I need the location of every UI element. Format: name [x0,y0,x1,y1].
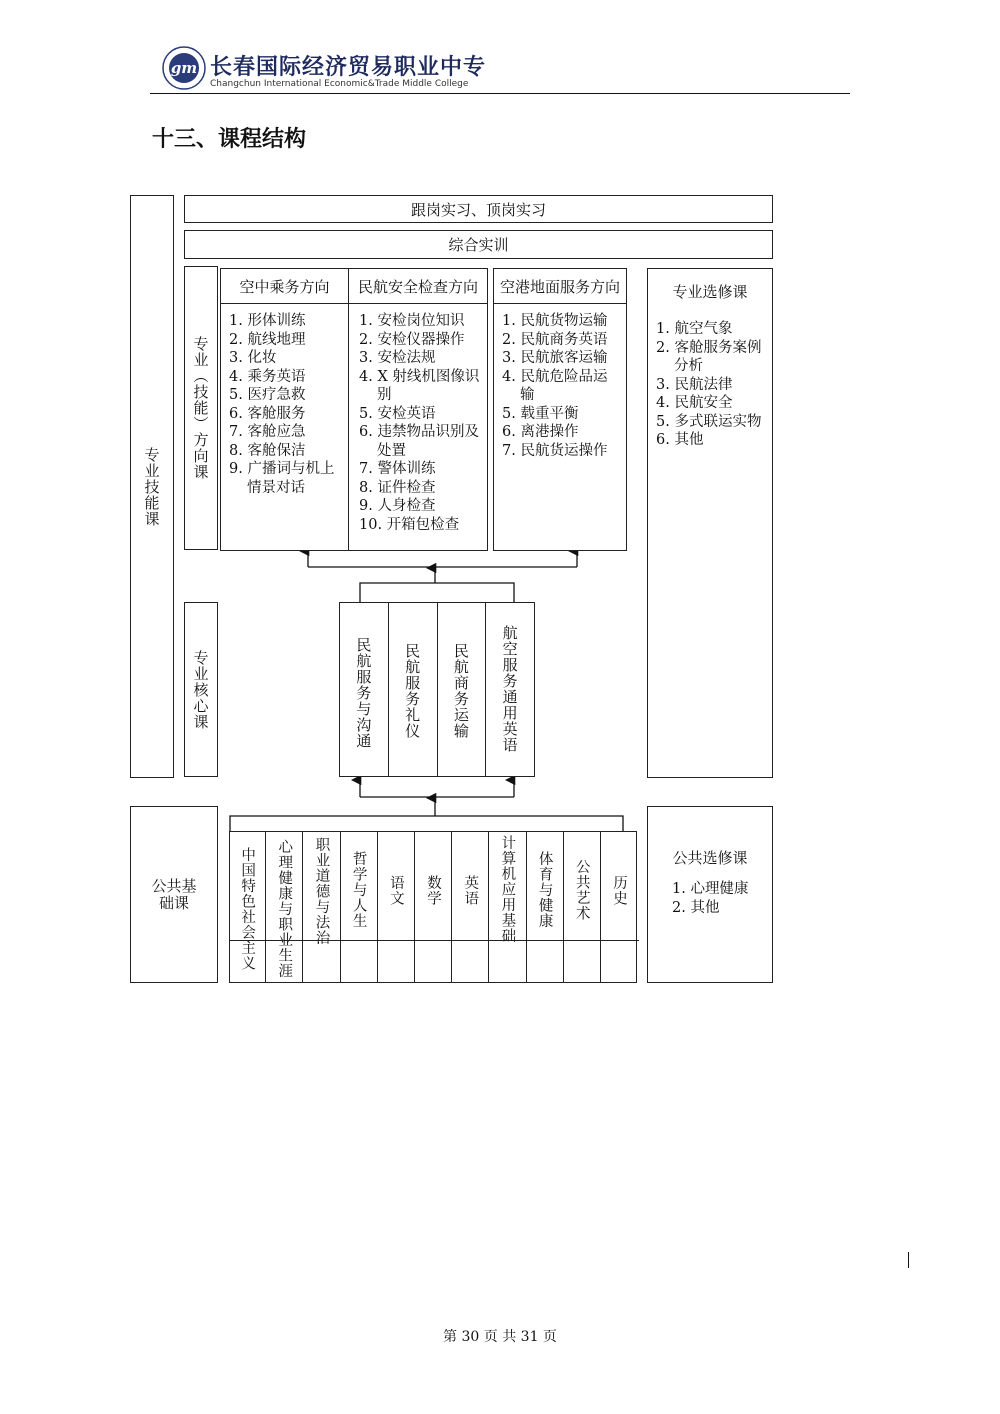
list-item: 4. X 射线机图像识别 [359,368,480,403]
elective-major-title: 专业选修课 [672,283,748,301]
training-box [184,230,773,259]
list-item: 9. 广播词与机上情景对话 [229,461,335,496]
list-item: 8. 客舱保洁 [229,442,306,459]
school-name-en: Changchun International Economic&Trade Middle College [210,79,469,89]
basic-course-cell [601,831,637,983]
basic-course-10: 公共艺术 [573,859,590,921]
list-item: 4. 民航安全 [656,395,733,411]
category-direction-label: 专业（技能）方向课 [191,336,210,480]
basic-course-cell [378,831,415,983]
basic-courses-cells [229,831,637,983]
basic-course-cell [489,831,526,983]
core-course-cell [340,603,389,776]
basic-course-cell [266,831,303,983]
basic-course-7: 英语 [462,875,479,906]
basic-course-8: 计算机应用基础 [499,835,516,944]
basic-course-4: 哲学与人生 [350,851,367,929]
list-item: 7. 民航货运操作 [502,442,608,459]
category-basic [130,806,218,983]
list-item: 1. 民航货物运输 [502,313,608,329]
category-skill [130,195,174,778]
basic-course-cell [564,831,601,983]
list-item: 1. 航空气象 [656,321,733,337]
core-course-cell [389,603,438,776]
list-item: 5. 载重平衡 [502,405,579,422]
internship-label: 跟岗实习、顶岗实习 [410,200,546,219]
category-core [184,602,218,777]
core-course-cell [438,603,487,776]
basic-course-5: 语文 [387,875,404,906]
elective-major [647,268,773,778]
basic-course-cell [229,831,266,983]
basic-course-9: 体育与健康 [536,851,553,929]
elective-public [647,806,773,983]
list-item: 5. 医疗急救 [229,387,306,403]
list-item: 1. 形体训练 [229,313,306,329]
list-item: 2. 航线地理 [229,331,306,348]
direction-cabin-list [221,304,348,497]
list-item: 1. 安检岗位知识 [359,313,465,329]
category-core-label: 专业核心课 [191,649,210,730]
basic-course-cell [303,831,340,983]
list-item: 3. 民航旅客运输 [502,350,608,366]
section-title: 十三、课程结构 [152,126,307,152]
training-label: 综合实训 [448,236,509,254]
list-item: 3. 安检法规 [359,350,436,366]
core-course-1: 民航服务与沟通 [354,637,373,749]
list-item: 6. 离港操作 [502,424,579,440]
basic-course-2: 心理健康与职业生涯 [276,839,293,979]
basic-course-6: 数学 [425,875,442,906]
direction-cabin-title: 空中乘务方向 [221,269,348,304]
category-direction [184,266,218,550]
direction-ground-list [494,304,626,460]
core-course-3: 民航商务运输 [451,643,470,739]
list-item: 4. 乘务英语 [229,368,306,385]
elective-public-list [648,868,772,917]
list-item: 5. 安检英语 [359,405,436,422]
list-item: 5. 多式联运实物 [656,413,762,430]
direction-ground [493,268,627,551]
list-item: 6. 违禁物品识别及处置 [359,424,479,459]
list-item: 10. 开箱包检查 [359,516,460,533]
basic-course-3: 职业道德与法治 [313,837,330,946]
core-course-2: 民航服务礼仪 [403,643,422,739]
list-item: 4. 民航危险品运输 [502,368,608,403]
elective-major-list [648,302,772,450]
list-item: 3. 民航法律 [656,376,733,393]
list-item: 7. 警体训练 [359,461,436,477]
core-course-cell [486,603,534,776]
basic-course-11: 历史 [610,875,627,906]
list-item: 1. 心理健康 [672,881,749,897]
elective-public-title: 公共选修课 [672,849,748,867]
direction-security-list [349,304,487,534]
margin-mark [908,1252,909,1268]
basic-table-rule [229,940,639,941]
list-item: 2. 其他 [672,899,720,916]
list-item: 9. 人身检查 [359,498,436,514]
list-item: 7. 客舱应急 [229,424,306,440]
core-courses [339,602,535,777]
list-item: 2. 客舱服务案例分析 [656,339,762,374]
direction-security [349,269,487,534]
logo-mark: gm [170,59,198,77]
direction-ground-title: 空港地面服务方向 [494,269,626,304]
core-course-4: 航空服务通用英语 [500,625,519,753]
list-item: 6. 客舱服务 [229,405,306,422]
list-item: 8. 证件检查 [359,479,436,496]
category-skill-label: 专业技能课 [142,446,161,527]
basic-course-cell [452,831,489,983]
list-item: 2. 民航商务英语 [502,331,608,348]
basic-course-cell [341,831,378,983]
basic-course-cell [415,831,452,983]
school-name-cn: 长春国际经济贸易职业中专 [210,54,487,80]
list-item: 2. 安检仪器操作 [359,331,465,348]
list-item: 3. 化妆 [229,350,277,366]
list-item: 6. 其他 [656,432,704,448]
page-footer: 第 30 页 共 31 页 [443,1329,557,1345]
basic-course-cell [527,831,564,983]
direction-cabin [221,269,348,497]
internship-box [184,195,773,223]
direction-security-title: 民航安全检查方向 [349,269,487,304]
category-basic-label: 公共基础课 [151,876,197,912]
basic-course-1: 中国特色社会主义 [239,847,256,971]
